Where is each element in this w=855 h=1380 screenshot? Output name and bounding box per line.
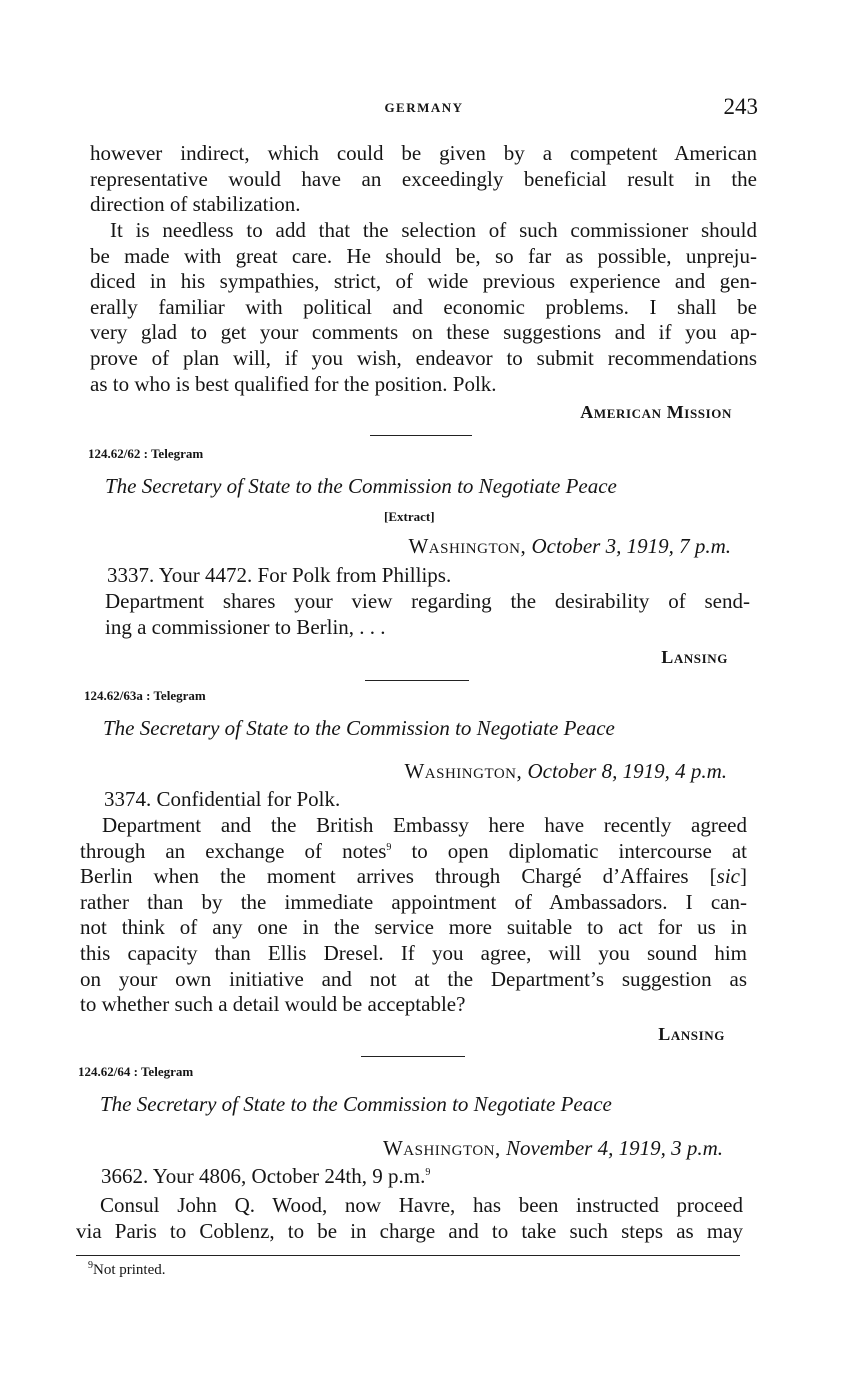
text-line: via Paris to Coblenz, to be in charge and to take such steps as may (76, 1218, 743, 1243)
footnote-marker: 9 (425, 1167, 431, 1178)
page-number: 243 (723, 94, 758, 119)
footnote-marker: 9 (88, 1260, 93, 1271)
text-line (80, 864, 747, 890)
text-line: It is needless to add that the selection of such commissioner should (110, 218, 757, 242)
text-line: direction of stabilization. (90, 192, 301, 217)
doc1-file-reference: 124.62/62 : Telegram (88, 446, 204, 461)
doc2-place: Washington, (404, 759, 523, 783)
text-line: on your own initiative and not at the Department’s suggestion as (80, 966, 747, 991)
text-line: diced in his sympathies, strict, of wide previous experience and gen- (90, 269, 757, 294)
page-header (88, 94, 760, 124)
text-line: representative would have an exceedingly beneficial result in the (90, 166, 757, 191)
doc3-dateline (383, 1136, 723, 1161)
doc1-place: Washington, (408, 534, 527, 558)
section-divider (361, 1056, 465, 1057)
text-span: to open diplomatic intercourse at (391, 838, 747, 863)
text-line: very glad to get your comments on these suggestions and if you ap- (90, 320, 757, 345)
doc1-title: The Secretary of State to the Commission to Negotiate Peace (105, 474, 617, 498)
text-line: Department shares your view regarding the desirability of send- (105, 589, 750, 613)
running-head: GERMANY (384, 100, 464, 115)
text-line (80, 839, 747, 865)
text-span: Berlin when the moment arrives through Chargé d’Affaires [ (80, 864, 717, 889)
text-line: however indirect, which could be given by a competent American (90, 141, 757, 165)
doc1-date: October 3, 1919, 7 p.m. (531, 534, 731, 558)
text-span: through an exchange of notes (80, 838, 387, 863)
text-line: not think of any one in the service more suitable to act for us in (80, 915, 747, 940)
intro-paragraph-2 (90, 218, 757, 397)
doc2-number-line: 3374. Confidential for Polk. (104, 787, 341, 811)
section-divider (365, 680, 469, 681)
doc1-dateline (408, 534, 731, 559)
text-span: 3662. Your 4806, October 24th, 9 p.m. (101, 1164, 426, 1188)
footnote-text: Not printed. (93, 1262, 166, 1278)
text-line: as to who is best qualified for the position. Polk. (90, 371, 497, 396)
doc1-body (105, 589, 750, 640)
doc2-date: October 8, 1919, 4 p.m. (527, 759, 727, 783)
text-span: ] (740, 864, 747, 889)
text-line: prove of plan will, if you wish, endeavor to submit recommendations (90, 345, 757, 370)
text-line: rather than by the immediate appointment of Ambassadors. I can- (80, 889, 747, 914)
doc1-extract-note: [Extract] (384, 509, 435, 524)
doc1-number-line: 3337. Your 4472. For Polk from Phillips. (107, 563, 452, 587)
footnote-divider (76, 1255, 740, 1256)
doc2-signature: Lansing (658, 1024, 725, 1044)
intro-paragraph-1 (90, 141, 757, 218)
doc1-signature: Lansing (661, 647, 728, 667)
text-line: Department and the British Embassy here have recently agreed (102, 813, 747, 837)
footnote-marker: 9 (386, 841, 392, 853)
doc3-title: The Secretary of State to the Commission to Negotiate Peace (100, 1092, 612, 1116)
text-line: ing a commissioner to Berlin, . . . (105, 614, 386, 639)
doc2-dateline (404, 759, 727, 784)
sic-marker: sic (716, 864, 740, 889)
doc3-number-line (101, 1164, 430, 1189)
footnote (88, 1262, 166, 1279)
text-line: erally familiar with political and economic problems. I shall be (90, 294, 757, 319)
doc2-body (80, 813, 747, 1018)
doc3-date: November 4, 1919, 3 p.m. (506, 1136, 723, 1160)
text-line: Consul John Q. Wood, now Havre, has been instructed proceed (100, 1193, 743, 1217)
section-divider (370, 435, 472, 436)
doc3-body (76, 1193, 743, 1244)
doc2-file-reference: 124.62/63a : Telegram (84, 688, 206, 703)
text-line: this capacity than Ellis Dresel. If you agree, will you sound him (80, 940, 747, 965)
text-line: be made with great care. He should be, so far as possible, unpreju- (90, 243, 757, 268)
signature-american-mission: American Mission (580, 402, 732, 422)
doc2-title: The Secretary of State to the Commission to Negotiate Peace (103, 716, 615, 740)
text-line: to whether such a detail would be acceptable? (80, 992, 466, 1017)
doc3-place: Washington, (382, 1136, 501, 1160)
doc3-file-reference: 124.62/64 : Telegram (78, 1064, 194, 1079)
